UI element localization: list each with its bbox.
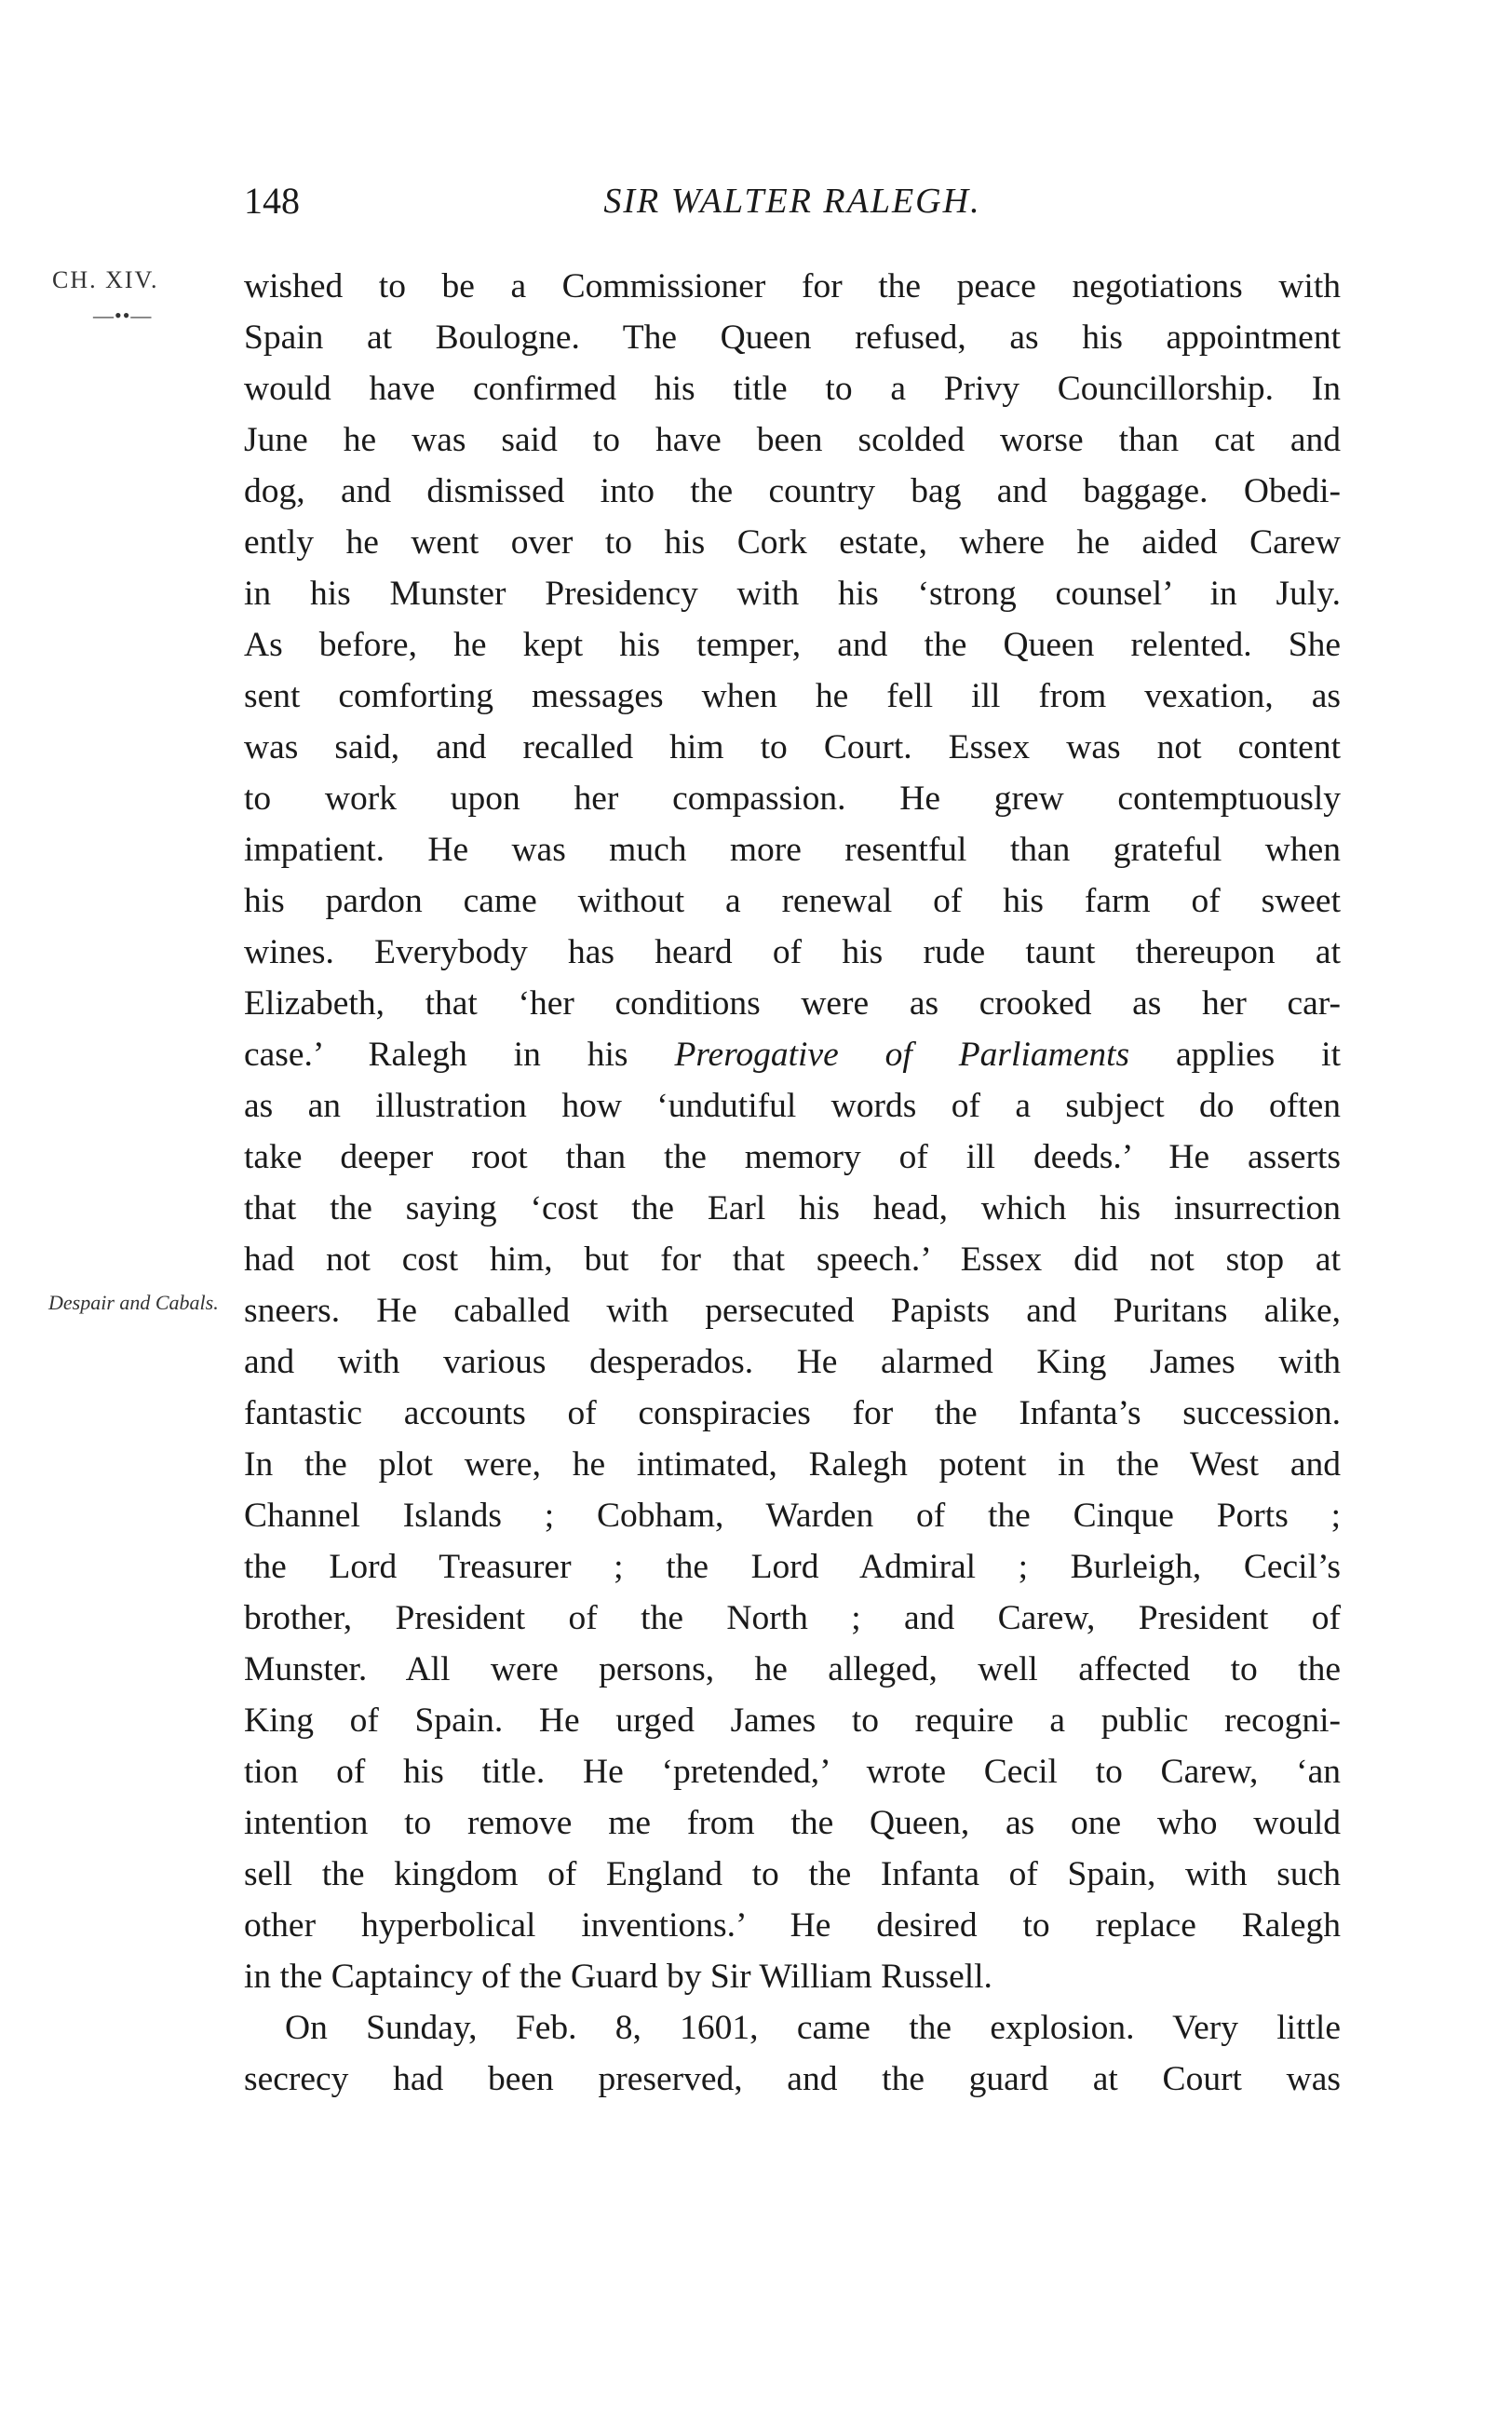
text-line: tion of his title. He ‘pretended,’ wrote Cecil to Carew, ‘an bbox=[244, 1753, 1341, 1791]
text-line: wines. Everybody has heard of his rude taunt thereupon at bbox=[244, 933, 1341, 971]
text-line: in the Captaincy of the Guard by Sir William Russell. bbox=[244, 1958, 992, 1996]
text-line: in his Munster Presidency with his ‘strong counsel’ in July. bbox=[244, 575, 1341, 613]
text-line: had not cost him, but for that speech.’ Essex did not stop at bbox=[244, 1240, 1341, 1279]
text-line: sent comforting messages when he fell ill from vexation, as bbox=[244, 677, 1341, 715]
text-line: intention to remove me from the Queen, as one who would bbox=[244, 1804, 1341, 1842]
text-line: impatient. He was much more resentful than grateful when bbox=[244, 831, 1341, 869]
text-line: take deeper root than the memory of ill deeds.’ He asserts bbox=[244, 1138, 1341, 1176]
text-line: dog, and dismissed into the country bag and baggage. Obedi- bbox=[244, 472, 1341, 510]
text-line: and with various desperados. He alarmed King James with bbox=[244, 1343, 1341, 1381]
body-text bbox=[244, 261, 1341, 2105]
text-line: ently he went over to his Cork estate, where he aided Carew bbox=[244, 523, 1341, 562]
text-line-with-title bbox=[244, 1029, 1341, 1080]
text-line: to work upon her compassion. He grew contemptuously bbox=[244, 779, 1341, 818]
margin-note: Despair and Cabals. bbox=[48, 1291, 219, 1314]
ornament-divider: —••— bbox=[93, 304, 153, 327]
text-line: secrecy had been preserved, and the guard at Court was bbox=[244, 2060, 1341, 2098]
page-header bbox=[244, 173, 1341, 229]
text-line: his pardon came without a renewal of his farm of sweet bbox=[244, 882, 1341, 920]
text-line: other hyperbolical inventions.’ He desired to replace Ralegh bbox=[244, 1906, 1341, 1945]
book-title: Prerogative of Parliaments bbox=[674, 1036, 1130, 1074]
text-line: was said, and recalled him to Court. Essex was not content bbox=[244, 728, 1341, 766]
text-line: would have confirmed his title to a Privy Councillorship. In bbox=[244, 370, 1341, 408]
text-line: June he was said to have been scolded worse than cat and bbox=[244, 421, 1341, 459]
text-line: In the plot were, he intimated, Ralegh potent in the West and bbox=[244, 1445, 1341, 1484]
text-line: sell the kingdom of England to the Infanta of Spain, with such bbox=[244, 1855, 1341, 1893]
text-line: Spain at Boulogne. The Queen refused, as his appointment bbox=[244, 319, 1341, 357]
text-line: as an illustration how ‘undutiful words of a subject do often bbox=[244, 1087, 1341, 1125]
text-line: As before, he kept his temper, and the Queen relented. She bbox=[244, 626, 1341, 664]
line-text-before-title: case.’ Ralegh in his bbox=[244, 1036, 675, 1074]
text-line: fantastic accounts of conspiracies for the Infanta’s succession. bbox=[244, 1394, 1341, 1432]
text-line: the Lord Treasurer ; the Lord Admiral ; Burleigh, Cecil’s bbox=[244, 1548, 1341, 1586]
running-title: SIR WALTER RALEGH. bbox=[603, 182, 981, 221]
text-line: that the saying ‘cost the Earl his head, which his insurrection bbox=[244, 1189, 1341, 1227]
text-line: sneers. He caballed with persecuted Papists and Puritans alike, bbox=[244, 1292, 1341, 1330]
text-line: Channel Islands ; Cobham, Warden of the Cinque Ports ; bbox=[244, 1497, 1341, 1535]
text-line: brother, President of the North ; and Carew, President of bbox=[244, 1599, 1341, 1637]
text-line: Elizabeth, that ‘her conditions were as crooked as her car- bbox=[244, 984, 1341, 1023]
chapter-sidenote: CH. XIV. bbox=[52, 266, 159, 293]
paragraph-start-line: On Sunday, Feb. 8, 1601, came the explosion. Very little bbox=[285, 2009, 1341, 2047]
text-line: wished to be a Commissioner for the peace negotiations with bbox=[244, 267, 1341, 305]
page-number: 148 bbox=[244, 180, 300, 222]
text-line: Munster. All were persons, he alleged, well affected to the bbox=[244, 1650, 1341, 1688]
text-line: King of Spain. He urged James to require a public recogni- bbox=[244, 1701, 1341, 1740]
line-text-after-title: applies it bbox=[1129, 1036, 1342, 1074]
